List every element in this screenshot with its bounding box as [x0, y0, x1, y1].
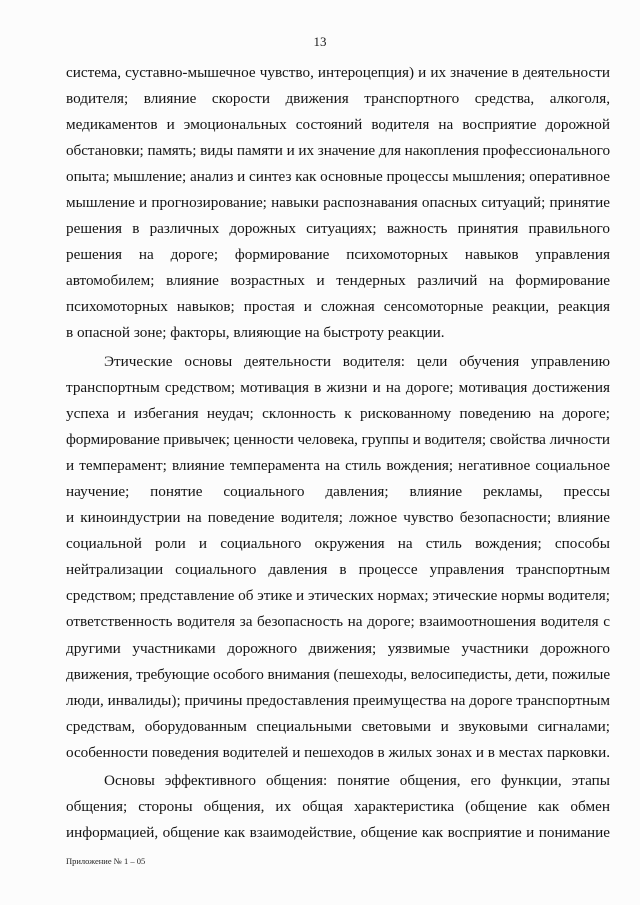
paragraph [66, 60, 610, 347]
text-line: Этические основы деятельности водителя: цели обучения управлению [104, 353, 610, 371]
text-line: движения, требующие особого внимания (пешеходы, велосипедисты, дети, пожилые [66, 665, 610, 683]
text-line: нейтрализации социального давления в процессе управления транспортным [66, 561, 610, 579]
text-line: формирование привычек; ценности человека, группы и водителя; свойства личности [66, 431, 610, 449]
text-line: решения в различных дорожных ситуациях; важность принятия правильного [66, 220, 610, 238]
body-text [66, 60, 610, 846]
text-line: система, суставно-мышечное чувство, интероцепция) и их значение в деятельности [66, 64, 610, 81]
text-line: водителя; влияние скорости движения транспортного средства, алкоголя, [66, 90, 610, 108]
text-line: средствам, оборудованным специальными световыми и звуковыми сигналами; [66, 717, 610, 735]
text-line: успеха и избегания неудач; склонность к рискованному поведению на дороге; [66, 405, 610, 423]
text-line: обстановки; память; виды памяти и их значение для накопления профессионального [66, 142, 610, 160]
text-line: в опасной зоне; факторы, влияющие на быстроту реакции. [66, 324, 445, 342]
text-line: и темперамент; влияние темперамента на стиль вождения; негативное социальное [66, 457, 610, 475]
text-line: социальной роли и социального окружения на стиль вождения; способы [66, 535, 610, 553]
text-line: автомобилем; влияние возрастных и тендерных различий на формирование [66, 272, 610, 290]
paragraph [66, 349, 610, 766]
page-number: 13 [313, 34, 327, 49]
text-line: Основы эффективного общения: понятие общения, его функции, этапы [104, 772, 610, 790]
text-line: другими участниками дорожного движения; уязвимые участники дорожного [66, 639, 610, 657]
text-line: научение; понятие социального давления; влияние рекламы, прессы [66, 483, 610, 501]
text-line: транспортным средством; мотивация в жизни и на дороге; мотивация достижения [66, 379, 610, 397]
text-line: общения; стороны общения, их общая характеристика (общение как обмен [66, 798, 610, 816]
page-footer: Приложение № 1 – 05 [66, 856, 146, 866]
text-line: информацией, общение как взаимодействие, общение как восприятие и понимание [66, 824, 610, 842]
text-line: и киноиндустрии на поведение водителя; ложное чувство безопасности; влияние [66, 509, 610, 527]
text-line: средством; представление об этике и этических нормах; этические нормы водителя; [66, 587, 610, 605]
text-line: люди, инвалиды); причины предоставления преимущества на дороге транспортным [66, 691, 610, 709]
text-line: опыта; мышление; анализ и синтез как основные процессы мышления; оперативное [66, 168, 610, 186]
paragraph [66, 768, 610, 846]
text-line: медикаментов и эмоциональных состояний водителя на восприятие дорожной [66, 116, 610, 134]
text-line: психомоторных навыков; простая и сложная сенсомоторные реакции, реакция [66, 298, 610, 316]
text-line: ответственность водителя за безопасность на дороге; взаимоотношения водителя с [66, 613, 610, 631]
text-line: особенности поведения водителей и пешеходов в жилых зонах и в местах парковки. [66, 743, 610, 761]
text-line: мышление и прогнозирование; навыки распознавания опасных ситуаций; принятие [66, 194, 610, 212]
text-line: решения на дороге; формирование психомоторных навыков управления [66, 246, 610, 264]
